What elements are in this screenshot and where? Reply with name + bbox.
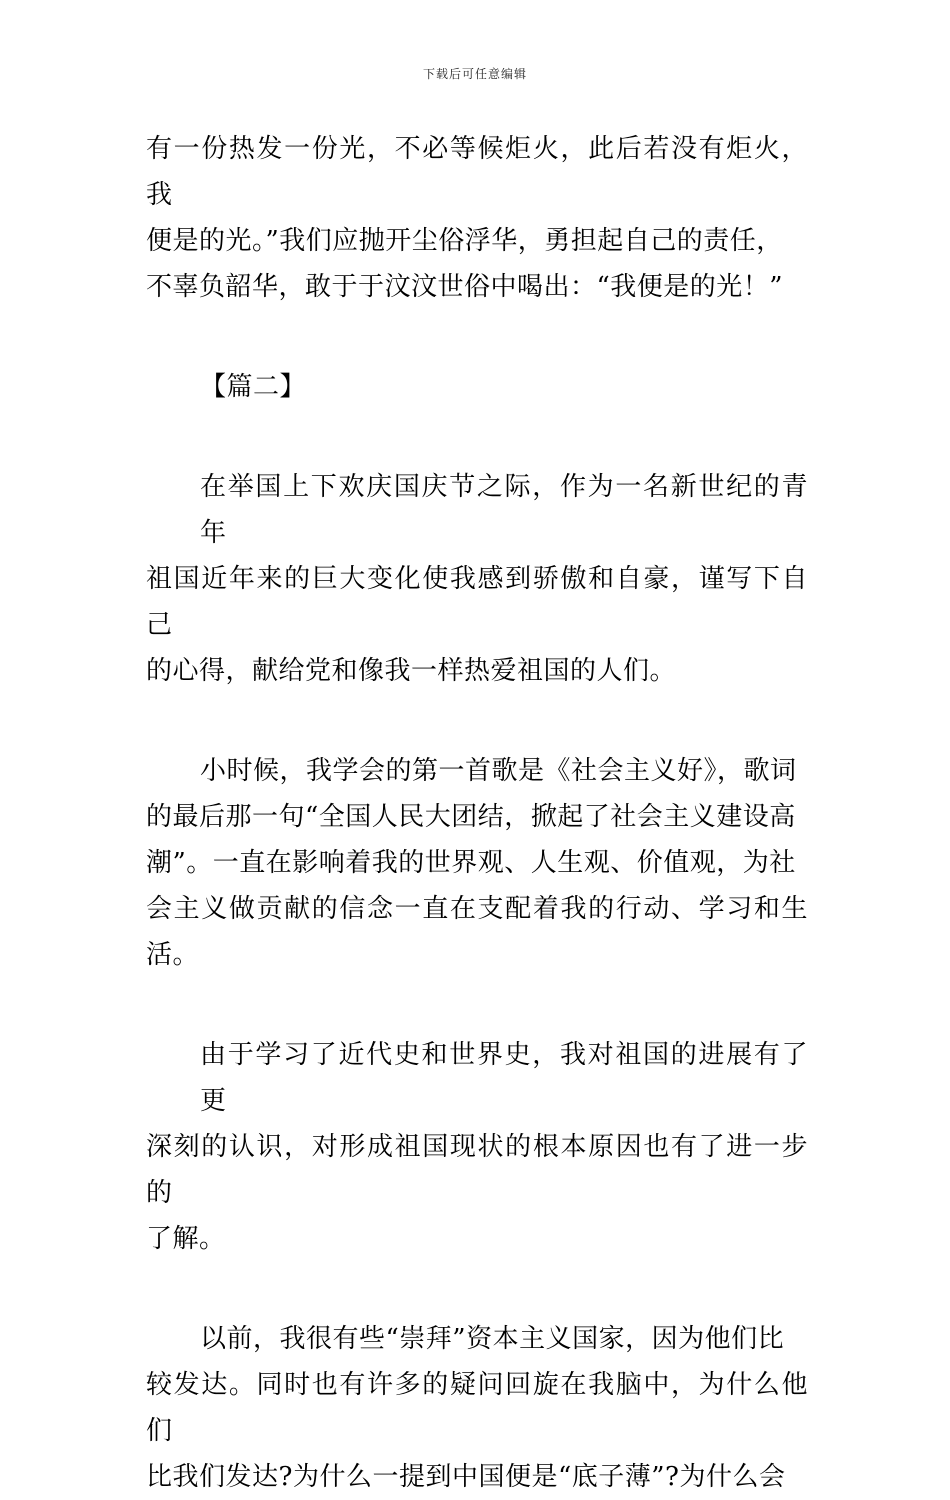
text-line: 了解。: [146, 1224, 226, 1254]
text-line: 深刻的认识，对形成祖国现状的根本原因也有了进一步的: [146, 1132, 808, 1208]
paragraph: [146, 464, 808, 694]
text-line: 由于学习了近代史和世界史，我对祖国的进展有了更: [200, 1040, 808, 1116]
paragraph-continuation: [146, 126, 808, 310]
text-line: 小时候，我学会的第一首歌是《社会主义好》，歌词: [200, 756, 797, 786]
section-heading: [146, 364, 808, 410]
section-heading-text: 【篇二】: [200, 372, 307, 402]
paragraph: [146, 1032, 808, 1262]
text-line: 在举国上下欢庆国庆节之际，作为一名新世纪的青年: [200, 472, 808, 548]
paragraph: [146, 748, 808, 978]
text-line: 比我们发达?为什么一提到中国便是“底子薄”?为什么会: [146, 1462, 786, 1492]
page-header-note: 下载后可任意编辑: [422, 67, 527, 81]
text-line: 较发达。同时也有许多的疑问回旋在我脑中，为什么他们: [146, 1370, 808, 1446]
text-line: 潮”。一直在影响着我的世界观、人生观、价值观，为社: [146, 848, 796, 878]
text-line: 不辜负韶华，敢于于汶汶世俗中喝出：“我便是的光！”: [146, 272, 784, 302]
text-line: 的心得，献给党和像我一样热爱祖国的人们。: [146, 656, 677, 686]
text-line: 以前，我很有些“崇拜”资本主义国家，因为他们比: [200, 1324, 785, 1354]
document-body: [146, 126, 808, 1500]
text-line: 有一份热发一份光，不必等候炬火，此后若没有炬火，我: [146, 134, 808, 210]
text-line: 的最后那一句“全国人民大团结，掀起了社会主义建设高: [146, 802, 796, 832]
text-line: 便是的光。”我们应抛开尘俗浮华，勇担起自己的责任，: [146, 226, 783, 256]
text-line: 祖国近年来的巨大变化使我感到骄傲和自豪，谨写下自己: [146, 564, 808, 640]
text-line: 会主义做贡献的信念一直在支配着我的行动、学习和生活。: [146, 894, 808, 970]
